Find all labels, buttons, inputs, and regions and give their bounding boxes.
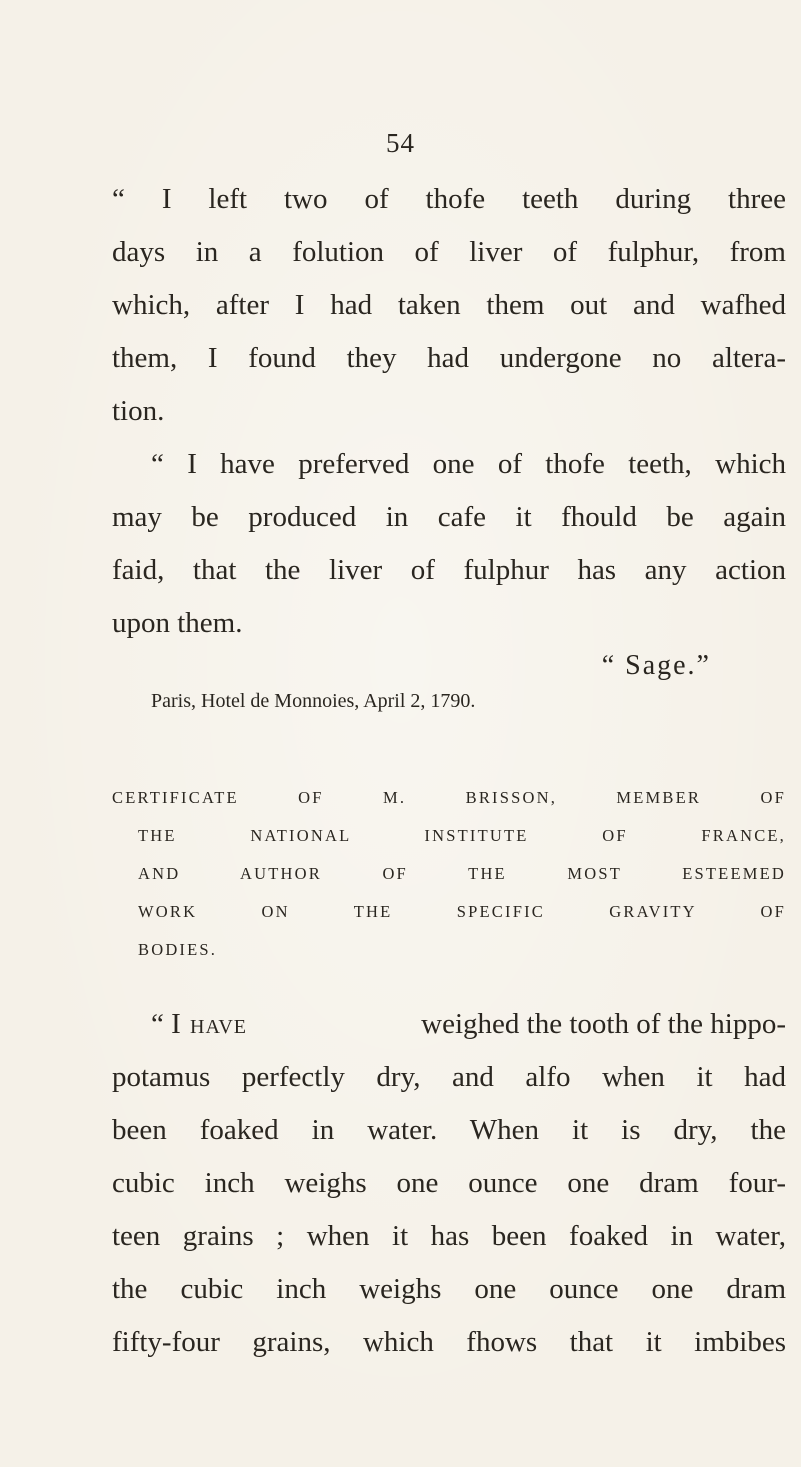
certificate-line-1: [151, 1010, 786, 1039]
certificate-line-6: the cubic inch weighs one ounce one dram: [112, 1273, 786, 1305]
certificate-heading-line-5: BODIES.: [138, 940, 218, 959]
certificate-line-2: potamus perfectly dry, and alfo when it had: [112, 1061, 786, 1093]
certificate-heading-line-4: WORK ON THE SPECIFIC GRAVITY OF: [138, 902, 786, 921]
certificate-heading-line-2: THE NATIONAL INSTITUTE OF FRANCE,: [138, 826, 786, 845]
letter-line-1: “ I left two of thofe teeth during three: [112, 183, 786, 215]
letter-line-6: “ I have preferved one of thofe teeth, which: [151, 448, 786, 480]
certificate-heading-line-1: CERTIFICATE OF M. BRISSON, MEMBER OF: [112, 788, 786, 807]
certificate-line-7: fifty-four grains, which fhows that it imbibes: [112, 1326, 786, 1358]
letter-line-2: days in a folution of liver of fulphur, from: [112, 236, 786, 268]
page-number: 54: [386, 128, 415, 158]
letter-line-5: tion.: [112, 395, 165, 427]
lead-small-caps: I have: [171, 1008, 248, 1040]
opening-quote: “ I have: [151, 1008, 248, 1040]
certificate-line-4: cubic inch weighs one ounce one dram four-: [112, 1167, 786, 1199]
certificate-line-1-rest: weighed the tooth of the hippo-: [421, 1008, 786, 1040]
certificate-heading-line-3: AND AUTHOR OF THE MOST ESTEEMED: [138, 864, 786, 883]
letter-line-7: may be produced in cafe it fhould be again: [112, 501, 786, 533]
letter-line-8: faid, that the liver of fulphur has any action: [112, 554, 786, 586]
signature: “ Sage.”: [601, 650, 711, 681]
dateline: Paris, Hotel de Monnoies, April 2, 1790.: [151, 690, 476, 712]
certificate-line-5: teen grains ; when it has been foaked in water,: [112, 1220, 786, 1252]
letter-line-4: them, I found they had undergone no altera-: [112, 342, 786, 374]
certificate-line-3: been foaked in water. When it is dry, the: [112, 1114, 786, 1146]
letter-line-3: which, after I had taken them out and wafhed: [112, 289, 786, 321]
letter-line-9: upon them.: [112, 607, 243, 639]
